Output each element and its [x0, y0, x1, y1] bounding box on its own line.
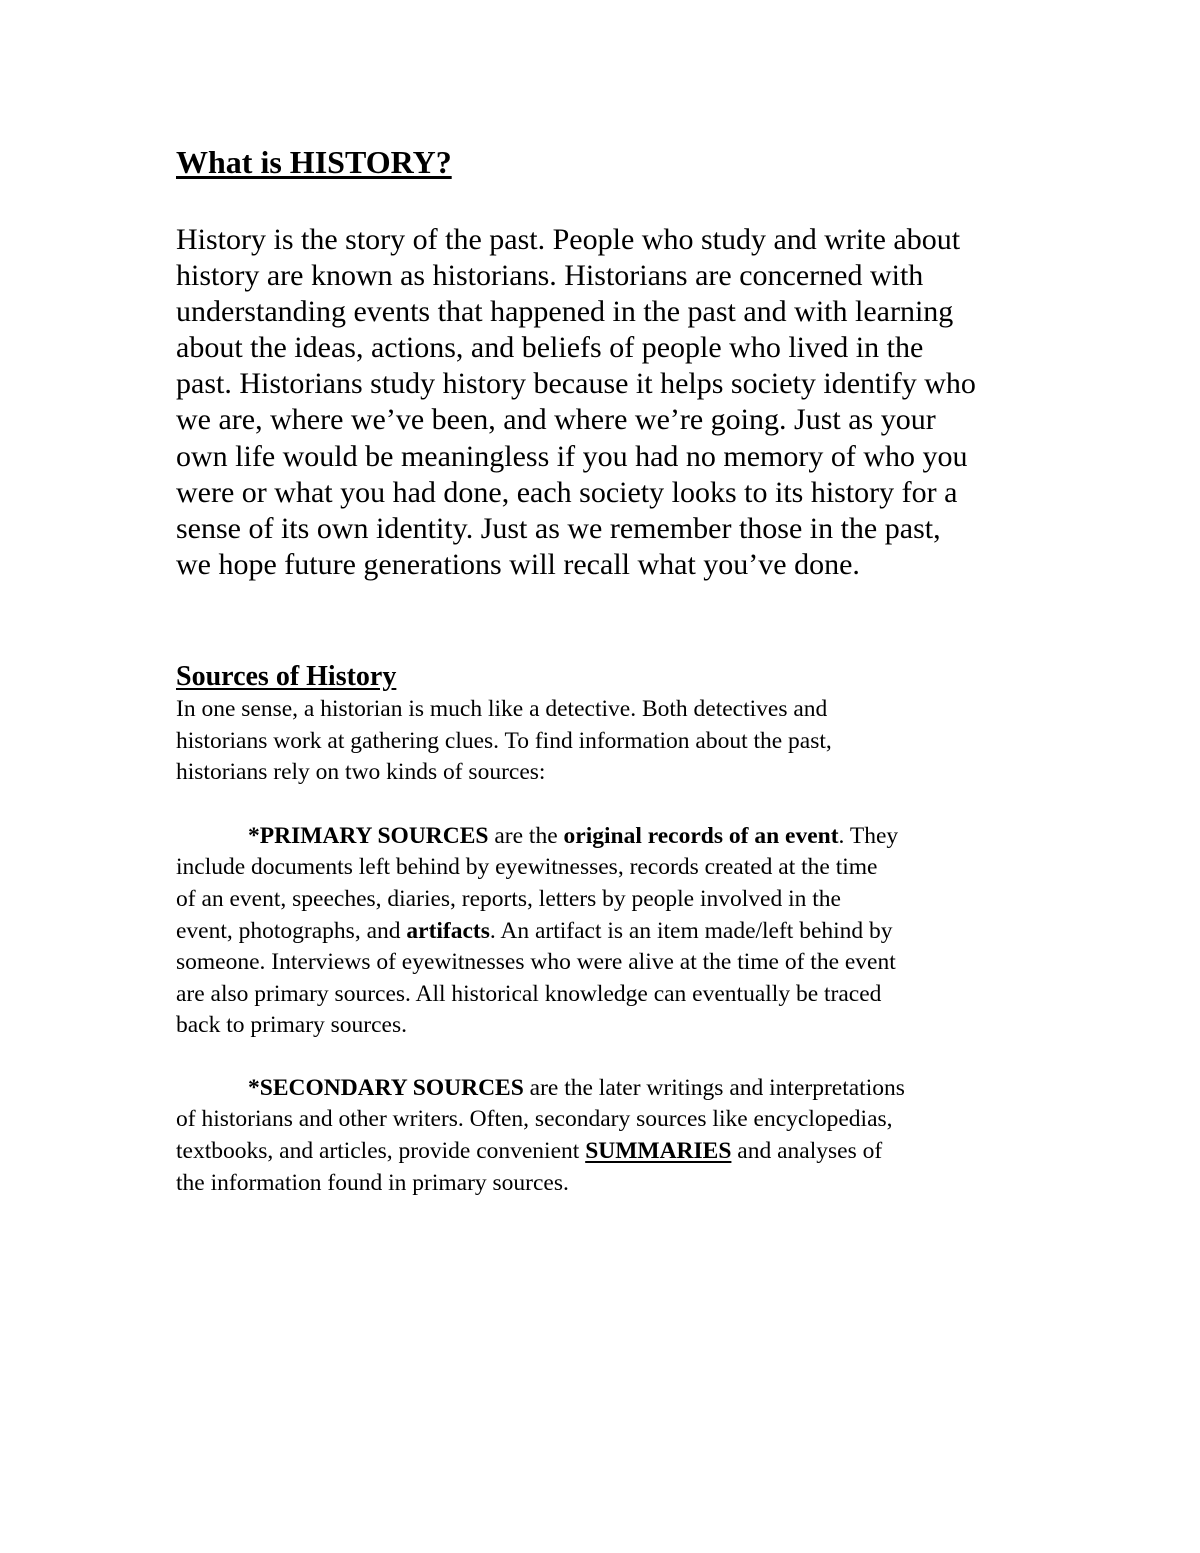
secondary-line-1: [176, 1073, 1056, 1105]
primary-line-4: [176, 916, 1056, 948]
intro-line: past. Historians study history because it helps society identify who: [176, 367, 976, 401]
primary-line: someone. Interviews of eyewitnesses who were alive at the time of the event: [176, 949, 896, 976]
primary-emphasis: original records of an event: [563, 822, 839, 849]
sources-intro-paragraph: [176, 694, 1056, 789]
intro-line: we are, where we’ve been, and where we’re going. Just as your: [176, 403, 936, 437]
sources-line: historians work at gathering clues. To find information about the past,: [176, 727, 832, 754]
primary-text: . An artifact is an item made/left behind by: [489, 917, 893, 944]
intro-line: History is the story of the past. People who study and write about: [176, 223, 961, 256]
intro-line: were or what you had done, each society looks to its history for a: [176, 475, 958, 509]
intro-line: understanding events that happened in the past and with learning: [176, 295, 954, 329]
document-page: [176, 142, 1056, 1199]
section-heading: Sources of History: [176, 660, 397, 692]
summaries-term: SUMMARIES: [585, 1138, 732, 1165]
primary-sources-paragraph: [176, 821, 1056, 1042]
secondary-line: of historians and other writers. Often, secondary sources like encyclopedias,: [176, 1106, 893, 1133]
sources-line: historians rely on two kinds of sources:: [176, 759, 546, 786]
intro-line: we hope future generations will recall what you’ve done.: [176, 547, 860, 581]
primary-line-1: [176, 821, 1056, 853]
page-title: What is HISTORY?: [176, 144, 452, 180]
intro-line: sense of its own identity. Just as we remember those in the past,: [176, 511, 941, 545]
primary-text: event, photographs, and: [176, 917, 407, 944]
secondary-text: textbooks, and articles, provide convenient: [176, 1138, 586, 1165]
intro-line: about the ideas, actions, and beliefs of people who lived in the: [176, 331, 924, 365]
secondary-text: and analyses of: [731, 1138, 883, 1165]
artifacts-term: artifacts: [406, 917, 490, 944]
primary-line: of an event, speeches, diaries, reports, letters by people involved in the: [176, 885, 841, 912]
secondary-text: are the later writings and interpretations: [523, 1074, 905, 1101]
secondary-line: the information found in primary sources.: [176, 1169, 569, 1196]
secondary-sources-paragraph: [176, 1073, 1056, 1199]
secondary-sources-term: *SECONDARY SOURCES: [248, 1074, 524, 1101]
primary-text: . They: [838, 822, 899, 849]
primary-line: back to primary sources.: [176, 1012, 408, 1039]
primary-line: are also primary sources. All historical knowledge can eventually be traced: [176, 980, 882, 1007]
intro-paragraph: [176, 222, 1056, 583]
primary-sources-term: *PRIMARY SOURCES: [248, 822, 489, 849]
primary-line: include documents left behind by eyewitnesses, records created at the time: [176, 854, 878, 881]
secondary-line-3: [176, 1136, 1056, 1168]
sources-line: In one sense, a historian is much like a detective. Both detectives and: [176, 695, 828, 722]
intro-line: own life would be meaningless if you had no memory of who you: [176, 439, 968, 473]
primary-text: are the: [488, 822, 564, 849]
intro-line: history are known as historians. Historians are concerned with: [176, 259, 924, 293]
